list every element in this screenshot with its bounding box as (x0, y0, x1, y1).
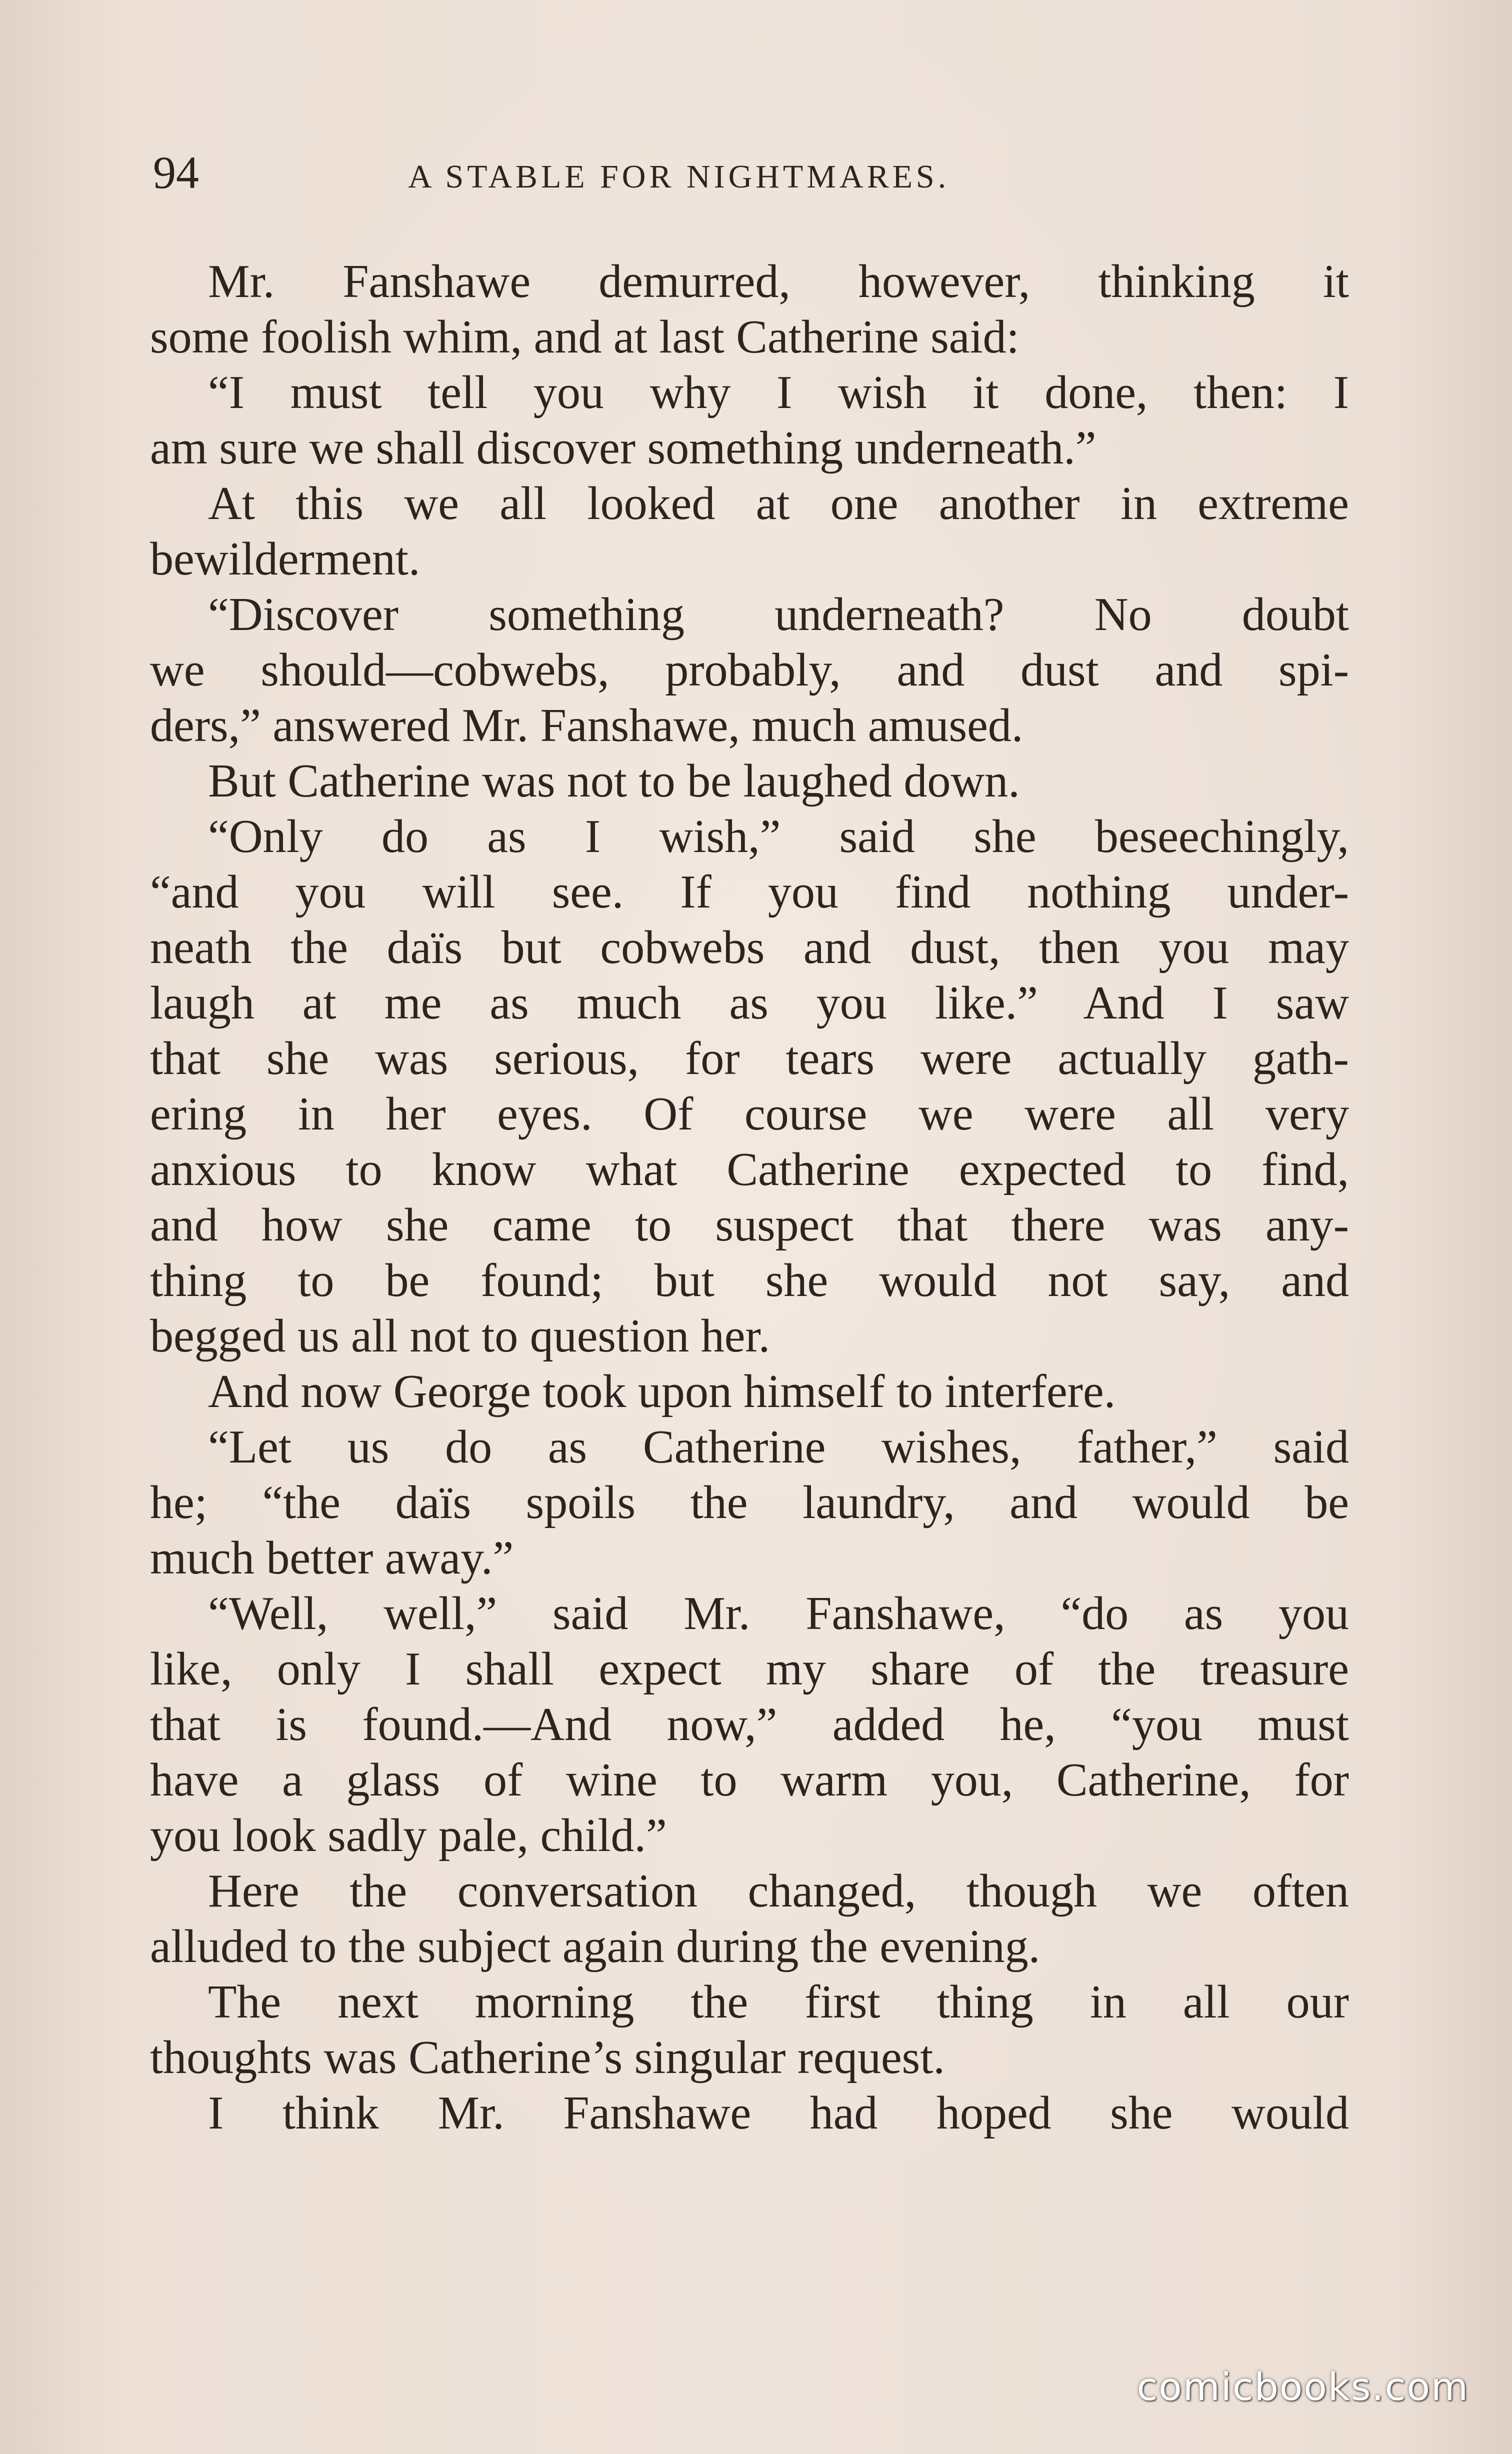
text-line: “Let us do as Catherine wishes, father,” said (208, 1421, 1349, 1473)
body-text (150, 254, 1349, 2141)
text-line: ders,” answered Mr. Fanshawe, much amused. (150, 700, 1024, 752)
text-line: “Discover something underneath? No doubt (208, 588, 1349, 640)
text-line: “I must tell you why I wish it done, then: I (208, 366, 1349, 418)
text-line: bewilderment. (150, 533, 420, 585)
text-line: “Only do as I wish,” said she beseechingly, (208, 810, 1349, 862)
text-line: like, only I shall expect my share of the treasure (150, 1643, 1349, 1695)
text-line: we should—cobwebs, probably, and dust and spi- (150, 644, 1349, 696)
text-line: “and you will see. If you find nothing under- (150, 866, 1349, 918)
text-line: At this we all looked at one another in extreme (208, 478, 1349, 530)
page-header (153, 142, 1353, 218)
text-line: thoughts was Catherine’s singular request. (150, 2032, 945, 2084)
text-line: I think Mr. Fanshawe had hoped she would (208, 2087, 1349, 2139)
text-line: neath the daïs but cobwebs and dust, then you may (150, 922, 1349, 974)
text-line: laugh at me as much as you like.” And I saw (150, 977, 1349, 1029)
text-line: “Well, well,” said Mr. Fanshawe, “do as you (208, 1588, 1349, 1640)
text-line: you look sadly pale, child.” (150, 1810, 667, 1862)
text-line: that is found.—And now,” added he, “you must (150, 1698, 1349, 1750)
watermark: comicbooks.com (1136, 2364, 1469, 2409)
text-line: that she was serious, for tears were actually gath- (150, 1032, 1349, 1084)
text-line: begged us all not to question her. (150, 1310, 770, 1362)
text-line: am sure we shall discover something underneath.” (150, 422, 1096, 474)
text-line: But Catherine was not to be laughed down. (208, 755, 1020, 807)
running-head: A STABLE FOR NIGHTMARES. (408, 158, 950, 195)
page-number: 94 (153, 147, 199, 198)
text-line: Mr. Fanshawe demurred, however, thinking it (208, 256, 1349, 308)
text-line: have a glass of wine to warm you, Catherine, for (150, 1754, 1349, 1806)
text-line: And now George took upon himself to interfere. (208, 1366, 1116, 1418)
text-line: some foolish whim, and at last Catherine said: (150, 311, 1020, 363)
text-line: anxious to know what Catherine expected to find, (150, 1144, 1349, 1196)
text-line: much better away.” (150, 1532, 514, 1584)
text-line: he; “the daïs spoils the laundry, and would be (150, 1476, 1349, 1528)
text-line: alluded to the subject again during the evening. (150, 1920, 1040, 1972)
text-line: and how she came to suspect that there was any- (150, 1199, 1349, 1251)
text-line: ering in her eyes. Of course we were all very (150, 1088, 1349, 1140)
text-line: Here the conversation changed, though we often (208, 1865, 1349, 1917)
text-line: thing to be found; but she would not say, and (150, 1254, 1349, 1306)
text-line: The next morning the first thing in all our (208, 1976, 1349, 2028)
